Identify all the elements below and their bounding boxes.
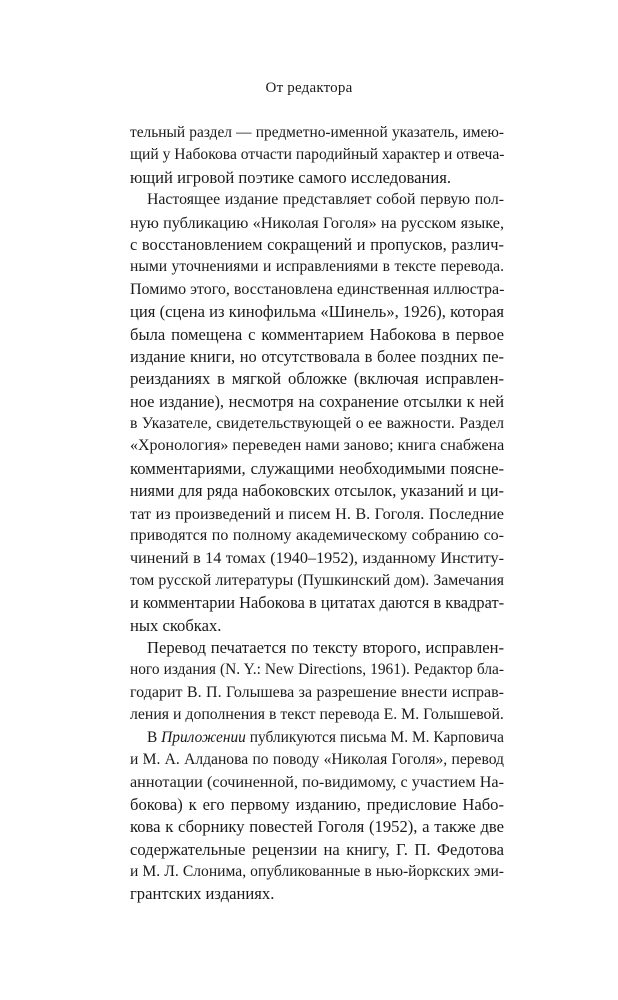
text-line: ция (сцена из кинофильма «Шинель», 1926), которая <box>130 302 504 322</box>
text-line: и М. А. Алданова по поводу «Николая Гоголя», перевод <box>130 750 504 768</box>
text-line: Перевод печатается по тексту второго, исправлен- <box>147 637 504 657</box>
text-line: ных скобках. <box>130 615 222 635</box>
text-line: с восстановлением сокращений и пропусков, различ- <box>130 234 504 254</box>
text-line: щий у Набокова отчасти пародийный характер и отвеча- <box>130 146 505 164</box>
text-line: ную публикацию «Николая Гоголя» на русском языке, <box>130 213 504 232</box>
text-line: реизданиях в мягкой обложке (включая исправлен- <box>130 369 504 389</box>
text-line: комментариями, служащими необходимыми поясне- <box>130 458 504 478</box>
text-line: ющий игровой поэтике самого исследования. <box>130 167 452 187</box>
text-line: ными уточнениями и исправлениями в тексте перевода. <box>130 258 504 276</box>
text-line: грантских изданиях. <box>130 884 275 904</box>
italic-term: Приложении <box>161 728 246 746</box>
text-line: была помещена с комментарием Набокова в первое <box>130 324 504 344</box>
text-line: ления и дополнения в текст перевода Е. М. Голышевой. <box>130 706 504 724</box>
body-text <box>130 122 504 906</box>
text-line: кова к сборнику повестей Гоголя (1952), а также две <box>130 817 504 837</box>
text-line: и М. Л. Слонима, опубликованные в нью-йоркских эми- <box>130 862 504 880</box>
text-line: В Приложении публикуются письма М. М. Карповича <box>147 728 504 746</box>
text-line: ниями для ряда набоковских отсылок, указаний и ци- <box>130 481 504 501</box>
text-line: тельный раздел — предметно-именной указатель, имею- <box>130 124 504 141</box>
text-line: приводятся по полному академическому собранию со- <box>130 527 504 545</box>
text-line: содержательные рецензии на книгу, Г. П. Федотова <box>130 839 504 859</box>
text-line: том русской литературы (Пушкинский дом). Замечания <box>130 571 504 589</box>
text-line: тат из произведений и писем Н. В. Гоголя. Последние <box>130 504 504 523</box>
text-line: Помимо этого, восстановлена единственная иллюстра- <box>130 280 505 298</box>
text-line: «Хронология» переведен нами заново; книга снабжена <box>130 437 505 455</box>
text-line: годарит В. П. Голышева за разрешение внести исправ- <box>130 683 504 701</box>
text-line: ного издания (N. Y.: New Directions, 1961). Редактор бла- <box>130 661 504 679</box>
text-line: чинений в 14 томах (1940–1952), изданному Институ- <box>130 549 504 568</box>
text-line: ное издание), несмотря на сохранение отсылки к ней <box>130 391 504 411</box>
running-head: От редактора <box>265 80 353 96</box>
text-line: и комментарии Набокова в цитатах даются в квадрат- <box>130 593 505 613</box>
text-line: аннотации (сочиненной, по-видимому, с участием На- <box>130 773 504 792</box>
text-line: бокова) к его первому изданию, предисловие Набо- <box>130 794 504 814</box>
text-line: издание книги, но отсутствовала в более поздних пе- <box>130 346 504 366</box>
text-line: в Указателе, свидетельствующей о ее важности. Раздел <box>130 415 504 433</box>
text-line: Настоящее издание представляет собой первую пол- <box>147 191 504 209</box>
